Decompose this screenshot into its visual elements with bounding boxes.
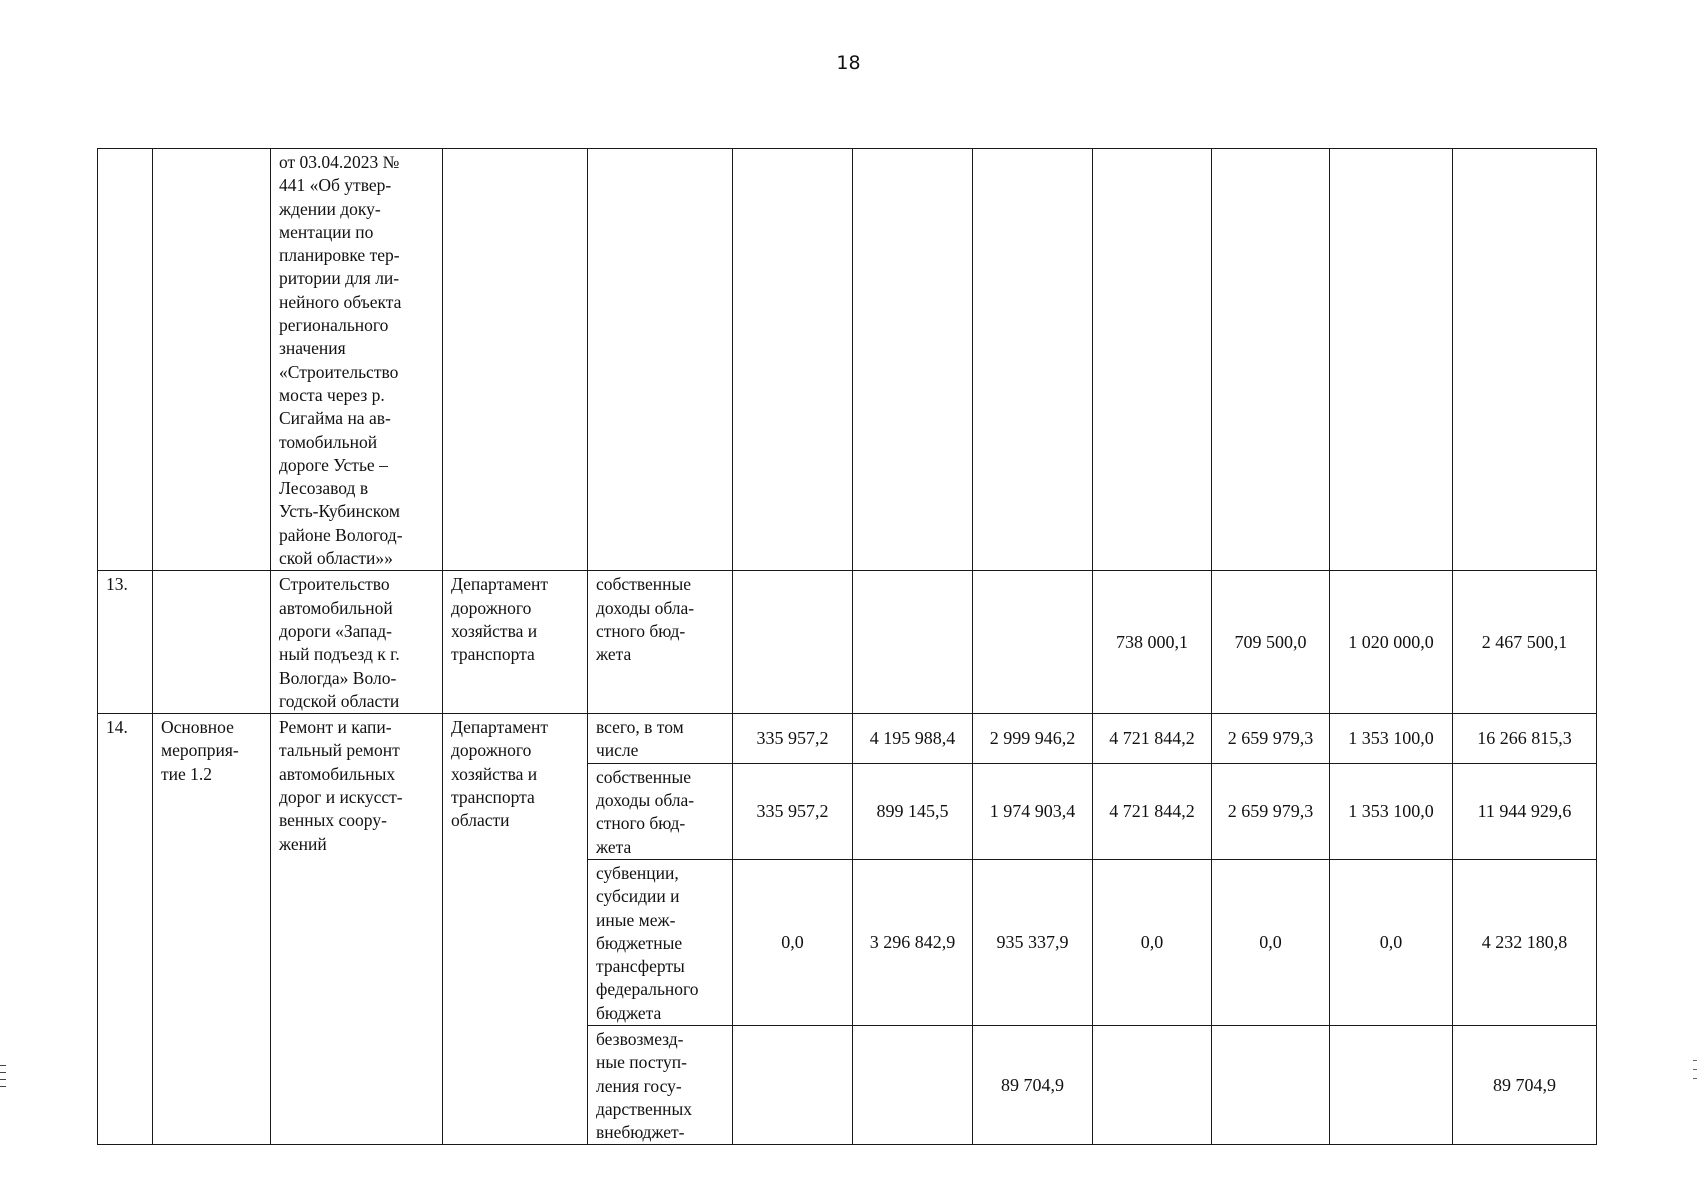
table-row [98,714,1597,764]
cell-total: 89 704,9 [1453,1025,1597,1144]
cell-total: 4 232 180,8 [1453,859,1597,1025]
cell-name: Строительство автомобильной дороги «Запад- ный подъезд к г. Вологда» Воло- годской области [271,571,443,714]
cell-value [733,1025,853,1144]
cell-value: 1 974 903,4 [973,763,1093,859]
cell-name: от 03.04.2023 № 441 «Об утвер- ждении доку- ментации по планировке тер- ритории для ли- нейного объекта регионального значения «Строительство моста через р. Сигайма на ав- томобильной дороге Устье – Лесозавод в Усть-Кубинском районе Вологод- ской области»» [271,149,443,571]
cell-value [853,1025,973,1144]
cell-value: 2 999 946,2 [973,714,1093,764]
cell-value: 4 195 988,4 [853,714,973,764]
page-number: 18 [836,52,861,74]
cell-source: всего, в том числе [588,714,733,764]
cell-value: 738 000,1 [1093,571,1212,714]
cell-value [1093,149,1212,571]
cell-executor: Департамент дорожного хозяйства и транспорта области [443,714,588,1145]
cell-value: 2 659 979,3 [1212,763,1330,859]
cell-value: 1 020 000,0 [1330,571,1453,714]
cell-total: 2 467 500,1 [1453,571,1597,714]
cell-value [1212,1025,1330,1144]
cell-value: 335 957,2 [733,763,853,859]
cell-value [1453,149,1597,571]
cell-value [973,571,1093,714]
cell-value: 89 704,9 [973,1025,1093,1144]
cell-value: 4 721 844,2 [1093,763,1212,859]
cell-value: 1 353 100,0 [1330,763,1453,859]
cell-num: 13. [98,571,153,714]
cell-type [153,149,271,571]
cell-source [588,149,733,571]
cell-value: 335 957,2 [733,714,853,764]
table-row [98,571,1597,714]
cell-value: 0,0 [1212,859,1330,1025]
cell-value [1330,1025,1453,1144]
cell-value [1330,149,1453,571]
cell-source: безвозмезд- ные поступ- ления госу- дарственных внебюджет- [588,1025,733,1144]
cell-value: 899 145,5 [853,763,973,859]
cell-value [853,149,973,571]
cell-value: 2 659 979,3 [1212,714,1330,764]
cell-num: 14. [98,714,153,1145]
cell-total: 11 944 929,6 [1453,763,1597,859]
cell-type: Основное мероприя- тие 1.2 [153,714,271,1145]
scan-edge-marks [0,1065,6,1093]
cell-name: Ремонт и капи- тальный ремонт автомобильных дорог и искусст- венных соору- жений [271,714,443,1145]
table-row [98,149,1597,571]
cell-value: 1 353 100,0 [1330,714,1453,764]
cell-num [98,149,153,571]
budget-table [97,148,1597,1145]
cell-value [853,571,973,714]
cell-executor: Департамент дорожного хозяйства и транспорта [443,571,588,714]
cell-value [1212,149,1330,571]
cell-value [733,149,853,571]
cell-value: 3 296 842,9 [853,859,973,1025]
cell-value: 935 337,9 [973,859,1093,1025]
cell-total: 16 266 815,3 [1453,714,1597,764]
cell-value [733,571,853,714]
cell-source: собственные доходы обла- стного бюд- жета [588,571,733,714]
scan-edge-marks [1693,1060,1697,1087]
cell-executor [443,149,588,571]
cell-type [153,571,271,714]
cell-value: 0,0 [733,859,853,1025]
cell-source: собственные доходы обла- стного бюд- жета [588,763,733,859]
cell-value: 4 721 844,2 [1093,714,1212,764]
cell-value [1093,1025,1212,1144]
cell-value: 0,0 [1330,859,1453,1025]
cell-value [973,149,1093,571]
cell-value: 709 500,0 [1212,571,1330,714]
cell-value: 0,0 [1093,859,1212,1025]
cell-source: субвенции, субсидии и иные меж- бюджетные трансферты федерального бюджета [588,859,733,1025]
